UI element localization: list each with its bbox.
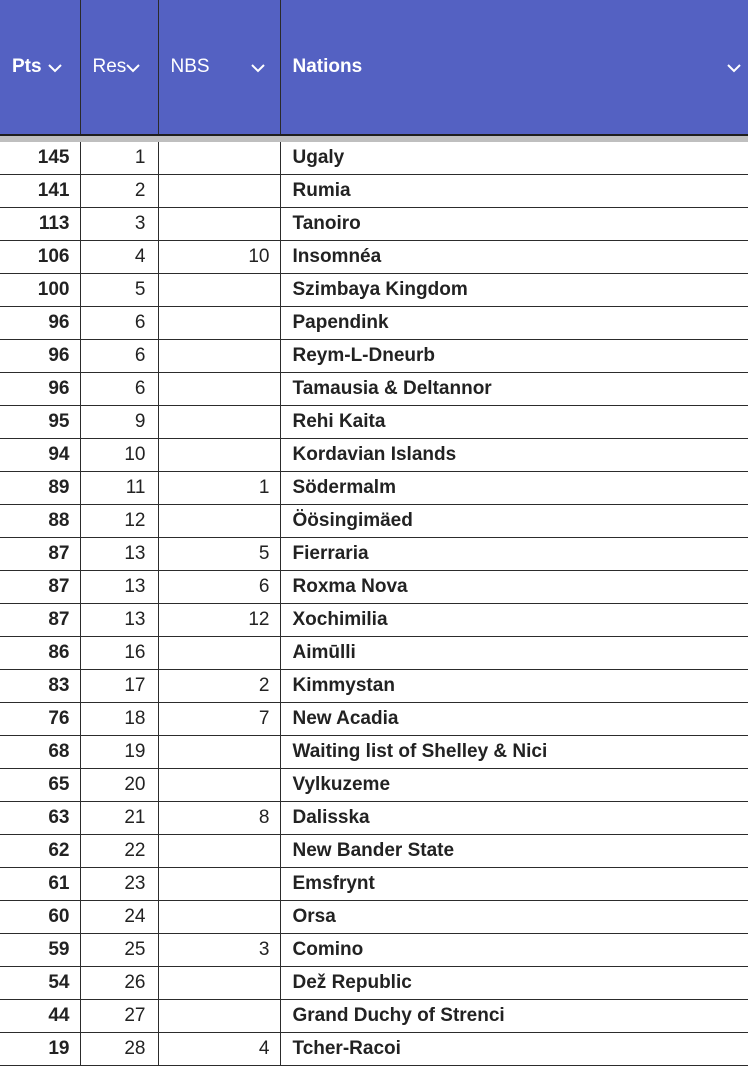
cell-pts[interactable]: 96 [0, 340, 80, 373]
table-row [0, 835, 748, 868]
cell-res[interactable]: 16 [80, 637, 158, 670]
cell-nbs[interactable]: 8 [158, 802, 280, 835]
cell-nation[interactable]: Waiting list of Shelley & Nici [280, 736, 748, 769]
cell-pts[interactable]: 59 [0, 934, 80, 967]
cell-nbs[interactable] [158, 142, 280, 175]
cell-pts[interactable]: 96 [0, 373, 80, 406]
cell-res[interactable]: 13 [80, 538, 158, 571]
cell-nbs[interactable] [158, 439, 280, 472]
cell-nation[interactable]: Fierraria [280, 538, 748, 571]
cell-nbs[interactable]: 6 [158, 571, 280, 604]
cell-res[interactable]: 24 [80, 901, 158, 934]
column-header-label: Res [92, 56, 127, 77]
table-row [0, 439, 748, 472]
cell-nbs[interactable] [158, 637, 280, 670]
cell-nbs[interactable] [158, 274, 280, 307]
cell-nbs[interactable] [158, 1000, 280, 1033]
table-body [0, 135, 748, 1066]
table-row [0, 1000, 748, 1033]
table-row [0, 1033, 748, 1066]
cell-pts[interactable]: 106 [0, 241, 80, 274]
cell-res[interactable]: 9 [80, 406, 158, 439]
cell-pts[interactable]: 88 [0, 505, 80, 538]
cell-res[interactable]: 19 [80, 736, 158, 769]
table-row [0, 505, 748, 538]
cell-nation[interactable]: Öösingimäed [280, 505, 748, 538]
cell-pts[interactable]: 86 [0, 637, 80, 670]
cell-nbs[interactable] [158, 835, 280, 868]
column-header-nations[interactable] [280, 0, 748, 135]
cell-res[interactable]: 23 [80, 868, 158, 901]
table-row [0, 736, 748, 769]
table-row [0, 967, 748, 1000]
table-row [0, 670, 748, 703]
cell-pts[interactable]: 94 [0, 439, 80, 472]
column-header-pts[interactable] [0, 0, 80, 135]
cell-nbs[interactable] [158, 307, 280, 340]
cell-nbs[interactable]: 7 [158, 703, 280, 736]
cell-pts[interactable]: 100 [0, 274, 80, 307]
cell-nation[interactable]: New Bander State [280, 835, 748, 868]
table-row [0, 175, 748, 208]
cell-nation[interactable]: Reym-L-Dneurb [280, 340, 748, 373]
cell-nation[interactable]: Dalisska [280, 802, 748, 835]
cell-nation[interactable]: Tcher-Racoi [280, 1033, 748, 1066]
cell-res[interactable]: 5 [80, 274, 158, 307]
cell-res[interactable]: 4 [80, 241, 158, 274]
table-row [0, 571, 748, 604]
cell-pts[interactable]: 68 [0, 736, 80, 769]
cell-pts[interactable]: 113 [0, 208, 80, 241]
column-header-label: Pts [12, 56, 42, 77]
table-row [0, 604, 748, 637]
cell-nbs[interactable] [158, 340, 280, 373]
cell-pts[interactable]: 145 [0, 142, 80, 175]
cell-res[interactable]: 12 [80, 505, 158, 538]
table-row [0, 472, 748, 505]
cell-pts[interactable]: 61 [0, 868, 80, 901]
cell-nation[interactable]: Rehi Kaita [280, 406, 748, 439]
column-header-nbs[interactable] [158, 0, 280, 135]
cell-nation[interactable]: Szimbaya Kingdom [280, 274, 748, 307]
cell-res[interactable]: 13 [80, 571, 158, 604]
cell-pts[interactable]: 87 [0, 571, 80, 604]
table-row [0, 868, 748, 901]
cell-res[interactable]: 25 [80, 934, 158, 967]
cell-nbs[interactable]: 5 [158, 538, 280, 571]
cell-res[interactable]: 26 [80, 967, 158, 1000]
table-row [0, 703, 748, 736]
chevron-down-icon[interactable] [125, 62, 141, 74]
chevron-down-icon[interactable] [250, 62, 266, 74]
cell-pts[interactable]: 62 [0, 835, 80, 868]
table-row [0, 274, 748, 307]
cell-res[interactable]: 28 [80, 1033, 158, 1066]
table-row [0, 934, 748, 967]
cell-nation[interactable]: Tanoiro [280, 208, 748, 241]
cell-nbs[interactable] [158, 208, 280, 241]
cell-pts[interactable]: 141 [0, 175, 80, 208]
cell-res[interactable]: 18 [80, 703, 158, 736]
cell-nbs[interactable] [158, 175, 280, 208]
cell-res[interactable]: 17 [80, 670, 158, 703]
cell-pts[interactable]: 65 [0, 769, 80, 802]
cell-nbs[interactable]: 2 [158, 670, 280, 703]
cell-nbs[interactable]: 1 [158, 472, 280, 505]
cell-pts[interactable]: 96 [0, 307, 80, 340]
cell-nbs[interactable]: 4 [158, 1033, 280, 1066]
cell-nation[interactable]: Kimmystan [280, 670, 748, 703]
cell-pts[interactable]: 76 [0, 703, 80, 736]
table-row [0, 241, 748, 274]
cell-res[interactable]: 27 [80, 1000, 158, 1033]
cell-nbs[interactable] [158, 373, 280, 406]
cell-nation[interactable]: Comino [280, 934, 748, 967]
cell-nation[interactable]: Södermalm [280, 472, 748, 505]
table-row [0, 307, 748, 340]
chevron-down-icon[interactable] [47, 62, 63, 74]
cell-nation[interactable]: Roxma Nova [280, 571, 748, 604]
cell-res[interactable]: 2 [80, 175, 158, 208]
cell-nation[interactable]: Vylkuzeme [280, 769, 748, 802]
cell-nbs[interactable] [158, 505, 280, 538]
cell-res[interactable]: 10 [80, 439, 158, 472]
table-header [0, 0, 748, 135]
cell-pts[interactable]: 95 [0, 406, 80, 439]
cell-res[interactable]: 3 [80, 208, 158, 241]
cell-nation[interactable]: Papendink [280, 307, 748, 340]
table-row [0, 802, 748, 835]
cell-pts[interactable]: 87 [0, 538, 80, 571]
cell-nbs[interactable] [158, 406, 280, 439]
cell-nation[interactable]: Insomnéa [280, 241, 748, 274]
column-header-label: NBS [170, 56, 210, 77]
cell-nation[interactable]: Kordavian Islands [280, 439, 748, 472]
table-row [0, 637, 748, 670]
table-row [0, 901, 748, 934]
cell-res[interactable]: 6 [80, 373, 158, 406]
cell-nation[interactable]: Xochimilia [280, 604, 748, 637]
table-row [0, 538, 748, 571]
cell-res[interactable]: 20 [80, 769, 158, 802]
cell-nation[interactable]: Ugaly [280, 142, 748, 175]
table-row [0, 142, 748, 175]
cell-res[interactable]: 1 [80, 142, 158, 175]
table-row [0, 373, 748, 406]
cell-nbs[interactable] [158, 868, 280, 901]
column-header-label: Nations [292, 56, 363, 77]
cell-pts[interactable]: 19 [0, 1033, 80, 1066]
cell-res[interactable]: 13 [80, 604, 158, 637]
cell-nbs[interactable] [158, 901, 280, 934]
cell-nbs[interactable]: 12 [158, 604, 280, 637]
cell-nation[interactable]: Dež Republic [280, 967, 748, 1000]
table-row [0, 769, 748, 802]
cell-nbs[interactable]: 10 [158, 241, 280, 274]
cell-res[interactable]: 21 [80, 802, 158, 835]
cell-res[interactable]: 11 [80, 472, 158, 505]
cell-nation[interactable]: Aimūlli [280, 637, 748, 670]
cell-nation[interactable]: New Acadia [280, 703, 748, 736]
cell-nation[interactable]: Tamausia & Deltannor [280, 373, 748, 406]
cell-pts[interactable]: 54 [0, 967, 80, 1000]
column-header-res[interactable] [80, 0, 158, 135]
cell-nation[interactable]: Emsfrynt [280, 868, 748, 901]
cell-res[interactable]: 6 [80, 307, 158, 340]
frozen-row-divider [0, 135, 748, 142]
cell-nbs[interactable] [158, 769, 280, 802]
cell-nation[interactable]: Rumia [280, 175, 748, 208]
cell-pts[interactable]: 44 [0, 1000, 80, 1033]
cell-pts[interactable]: 63 [0, 802, 80, 835]
cell-nbs[interactable] [158, 736, 280, 769]
cell-nbs[interactable] [158, 967, 280, 1000]
table-row [0, 208, 748, 241]
cell-nation[interactable]: Orsa [280, 901, 748, 934]
cell-res[interactable]: 6 [80, 340, 158, 373]
cell-pts[interactable]: 89 [0, 472, 80, 505]
table-row [0, 406, 748, 439]
cell-res[interactable]: 22 [80, 835, 158, 868]
cell-pts[interactable]: 60 [0, 901, 80, 934]
cell-pts[interactable]: 87 [0, 604, 80, 637]
chevron-down-icon[interactable] [726, 62, 742, 74]
cell-nbs[interactable]: 3 [158, 934, 280, 967]
table-row [0, 340, 748, 373]
cell-nation[interactable]: Grand Duchy of Strenci [280, 1000, 748, 1033]
cell-pts[interactable]: 83 [0, 670, 80, 703]
